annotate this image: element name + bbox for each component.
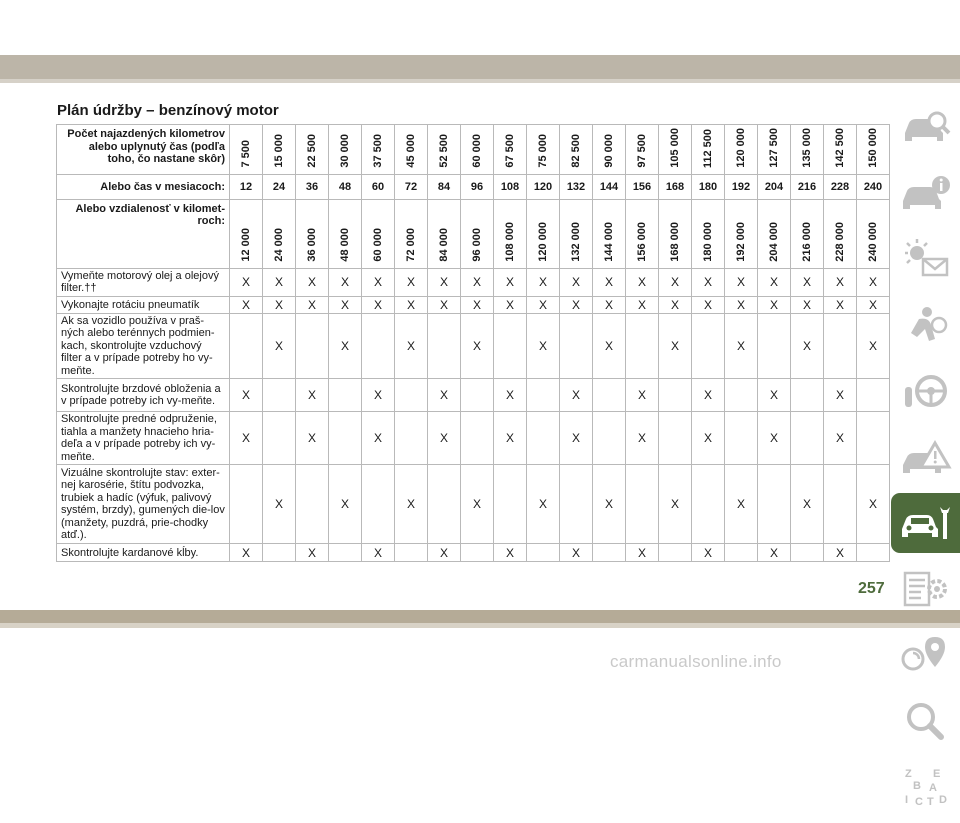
schedule-mark — [593, 379, 626, 412]
schedule-mark — [857, 412, 890, 465]
schedule-mark: X — [857, 296, 890, 313]
schedule-mark: X — [857, 268, 890, 296]
schedule-mark: X — [593, 465, 626, 544]
schedule-mark — [626, 465, 659, 544]
table-row — [57, 296, 890, 313]
schedule-mark: X — [428, 544, 461, 562]
schedule-mark: X — [626, 268, 659, 296]
schedule-mark — [791, 544, 824, 562]
km-value-cell — [527, 125, 560, 175]
distance-header-row — [57, 199, 890, 268]
schedule-mark — [527, 379, 560, 412]
distance-value: 204 000 — [768, 222, 780, 262]
distance-value: 132 000 — [570, 222, 582, 262]
schedule-mark — [395, 379, 428, 412]
car-magnifier-icon — [899, 105, 953, 149]
schedule-mark: X — [560, 268, 593, 296]
km-value: 67 500 — [504, 134, 516, 168]
schedule-mark — [263, 379, 296, 412]
schedule-mark — [296, 465, 329, 544]
schedule-mark: X — [527, 268, 560, 296]
month-value: 216 — [791, 174, 824, 199]
km-value: 90 000 — [603, 134, 615, 168]
schedule-mark — [659, 544, 692, 562]
distance-value: 12 000 — [240, 228, 252, 262]
distance-value: 240 000 — [867, 222, 879, 262]
month-value: 240 — [857, 174, 890, 199]
svg-text:D: D — [938, 794, 947, 806]
distance-value-cell — [725, 199, 758, 268]
tab-search[interactable] — [891, 691, 960, 751]
schedule-mark: X — [494, 268, 527, 296]
km-value: 45 000 — [405, 134, 417, 168]
task-label: Skontrolujte predné odpruženie, tiahla a manžety hnacieho hria-deľa a v prípade potreby ich vy-meňte. — [57, 412, 230, 465]
table-row — [57, 268, 890, 296]
table-row — [57, 313, 890, 379]
schedule-mark — [494, 313, 527, 379]
km-value: 15 000 — [273, 134, 285, 168]
schedule-mark: X — [296, 296, 329, 313]
schedule-mark: X — [824, 296, 857, 313]
schedule-mark — [329, 379, 362, 412]
month-value: 120 — [527, 174, 560, 199]
schedule-mark: X — [230, 268, 263, 296]
page-title: Plán údržby – benzínový motor — [57, 102, 279, 119]
tab-seat-airbag[interactable] — [891, 295, 960, 355]
km-value: 75 000 — [537, 134, 549, 168]
km-header-row — [57, 125, 890, 175]
distance-value-cell — [857, 199, 890, 268]
distance-value: 96 000 — [471, 228, 483, 262]
distance-value-cell — [230, 199, 263, 268]
schedule-mark: X — [461, 313, 494, 379]
schedule-mark: X — [263, 465, 296, 544]
schedule-mark — [758, 313, 791, 379]
schedule-mark — [461, 412, 494, 465]
km-value-cell — [362, 125, 395, 175]
schedule-mark: X — [593, 296, 626, 313]
km-value: 60 000 — [471, 134, 483, 168]
schedule-mark — [758, 465, 791, 544]
km-value: 112 500 — [702, 128, 714, 168]
schedule-mark: X — [824, 379, 857, 412]
schedule-mark: X — [824, 268, 857, 296]
km-value-cell — [758, 125, 791, 175]
distance-value: 24 000 — [273, 228, 285, 262]
task-label: Vymeňte motorový olej a olejový filter.†† — [57, 268, 230, 296]
schedule-mark — [263, 412, 296, 465]
schedule-mark: X — [824, 544, 857, 562]
distance-value: 48 000 — [339, 228, 351, 262]
distance-value: 216 000 — [801, 222, 813, 262]
schedule-mark — [329, 544, 362, 562]
km-value-cell — [659, 125, 692, 175]
schedule-mark: X — [758, 412, 791, 465]
distance-value: 156 000 — [636, 222, 648, 262]
schedule-mark: X — [329, 465, 362, 544]
car-info-icon — [899, 171, 953, 215]
months-row — [57, 174, 890, 199]
month-value: 24 — [263, 174, 296, 199]
schedule-mark — [791, 379, 824, 412]
month-value: 96 — [461, 174, 494, 199]
schedule-mark: X — [362, 268, 395, 296]
km-value-cell — [791, 125, 824, 175]
schedule-mark: X — [395, 296, 428, 313]
km-value-cell — [857, 125, 890, 175]
km-value-cell — [560, 125, 593, 175]
schedule-mark — [626, 313, 659, 379]
schedule-mark: X — [725, 313, 758, 379]
tab-car-info[interactable] — [891, 163, 960, 223]
task-label: Ak sa vozidlo používa v praš-ných alebo terénnych podmien-kach, skontrolujte vzduchový filter a v prípade potreby ho vy-meňte. — [57, 313, 230, 379]
schedule-mark — [857, 544, 890, 562]
schedule-mark: X — [362, 544, 395, 562]
schedule-mark: X — [593, 313, 626, 379]
maintenance-schedule-table — [56, 124, 890, 562]
km-value: 37 500 — [372, 134, 384, 168]
schedule-mark: X — [428, 268, 461, 296]
schedule-mark — [659, 412, 692, 465]
schedule-mark: X — [758, 296, 791, 313]
table-row — [57, 379, 890, 412]
month-value: 108 — [494, 174, 527, 199]
schedule-mark: X — [461, 268, 494, 296]
km-value: 52 500 — [438, 134, 450, 168]
distance-value-cell — [659, 199, 692, 268]
month-value: 192 — [725, 174, 758, 199]
schedule-mark — [461, 544, 494, 562]
schedule-mark: X — [758, 379, 791, 412]
month-value: 12 — [230, 174, 263, 199]
schedule-mark: X — [296, 268, 329, 296]
schedule-mark: X — [791, 296, 824, 313]
distance-value-cell — [296, 199, 329, 268]
schedule-mark — [527, 412, 560, 465]
km-value-cell — [692, 125, 725, 175]
schedule-mark — [329, 412, 362, 465]
distance-value: 144 000 — [603, 222, 615, 262]
car-breakdown-icon — [899, 435, 953, 479]
schedule-mark: X — [494, 379, 527, 412]
km-value: 30 000 — [339, 134, 351, 168]
schedule-mark: X — [296, 412, 329, 465]
tab-index[interactable] — [891, 757, 960, 817]
watermark: carmanualsonline.info — [610, 652, 782, 671]
month-value: 60 — [362, 174, 395, 199]
media-location-icon — [899, 633, 953, 677]
schedule-mark — [791, 412, 824, 465]
schedule-mark — [494, 465, 527, 544]
schedule-mark: X — [791, 268, 824, 296]
month-value: 228 — [824, 174, 857, 199]
schedule-mark: X — [362, 296, 395, 313]
task-label: Vykonajte rotáciu pneumatík — [57, 296, 230, 313]
table-row — [57, 412, 890, 465]
month-value: 168 — [659, 174, 692, 199]
distance-value: 192 000 — [735, 222, 747, 262]
tab-breakdown[interactable] — [891, 427, 960, 487]
month-value: 48 — [329, 174, 362, 199]
distance-value: 120 000 — [537, 222, 549, 262]
schedule-mark: X — [824, 412, 857, 465]
spec-list-gear-icon — [899, 567, 953, 611]
schedule-mark: X — [263, 268, 296, 296]
svg-text:C: C — [914, 796, 923, 808]
distance-value: 36 000 — [306, 228, 318, 262]
schedule-mark — [692, 465, 725, 544]
schedule-mark: X — [857, 465, 890, 544]
chapter-tabs — [891, 97, 960, 823]
tab-warning-lights[interactable] — [891, 229, 960, 289]
distance-value-cell — [362, 199, 395, 268]
distance-value-cell — [791, 199, 824, 268]
distance-value: 108 000 — [504, 222, 516, 262]
km-value-cell — [329, 125, 362, 175]
month-value: 72 — [395, 174, 428, 199]
schedule-mark — [428, 313, 461, 379]
table-row — [57, 465, 890, 544]
schedule-mark: X — [626, 544, 659, 562]
schedule-mark: X — [527, 296, 560, 313]
schedule-mark — [395, 412, 428, 465]
schedule-mark — [560, 313, 593, 379]
schedule-mark — [230, 313, 263, 379]
schedule-mark: X — [659, 296, 692, 313]
schedule-mark — [461, 379, 494, 412]
schedule-mark: X — [758, 544, 791, 562]
distance-value-cell — [428, 199, 461, 268]
schedule-mark: X — [494, 296, 527, 313]
schedule-mark: X — [659, 313, 692, 379]
month-value: 84 — [428, 174, 461, 199]
schedule-mark — [824, 465, 857, 544]
km-value: 120 000 — [735, 128, 747, 168]
schedule-mark: X — [428, 379, 461, 412]
km-value-cell — [461, 125, 494, 175]
schedule-mark: X — [725, 296, 758, 313]
schedule-mark: X — [692, 544, 725, 562]
tab-car-magnifier[interactable] — [891, 97, 960, 157]
schedule-mark — [527, 544, 560, 562]
distance-value-cell — [824, 199, 857, 268]
distance-value-cell — [527, 199, 560, 268]
schedule-mark — [857, 379, 890, 412]
tab-maintenance[interactable] — [891, 493, 960, 553]
distance-value-cell — [626, 199, 659, 268]
schedule-mark: X — [362, 412, 395, 465]
km-value: 135 000 — [801, 128, 813, 168]
schedule-mark — [593, 412, 626, 465]
schedule-mark: X — [296, 379, 329, 412]
schedule-mark: X — [263, 313, 296, 379]
search-icon — [899, 699, 953, 743]
schedule-mark: X — [494, 544, 527, 562]
schedule-mark: X — [329, 268, 362, 296]
distance-value: 84 000 — [438, 228, 450, 262]
schedule-mark: X — [395, 465, 428, 544]
schedule-mark: X — [296, 544, 329, 562]
schedule-mark: X — [692, 379, 725, 412]
schedule-mark: X — [395, 268, 428, 296]
schedule-mark — [560, 465, 593, 544]
svg-text:E: E — [932, 768, 940, 780]
schedule-mark: X — [494, 412, 527, 465]
table-row — [57, 544, 890, 562]
schedule-mark: X — [659, 268, 692, 296]
km-value-cell — [263, 125, 296, 175]
task-label: Skontrolujte brzdové obloženia a v prípade potreby ich vy-meňte. — [57, 379, 230, 412]
distance-value: 168 000 — [669, 222, 681, 262]
schedule-mark: X — [329, 296, 362, 313]
schedule-mark: X — [659, 465, 692, 544]
schedule-mark: X — [725, 465, 758, 544]
km-value-cell — [296, 125, 329, 175]
schedule-mark: X — [560, 544, 593, 562]
schedule-mark — [824, 313, 857, 379]
schedule-mark: X — [230, 379, 263, 412]
task-label: Vizuálne skontrolujte stav: exter-nej karosérie, štítu podvozka, trubiek a hadíc (výfuk, palivový systém, brzdy), gumených die-lov (manžety, puzdrá, prie-chodky atď.). — [57, 465, 230, 544]
month-value: 156 — [626, 174, 659, 199]
schedule-mark: X — [263, 296, 296, 313]
schedule-mark: X — [626, 296, 659, 313]
schedule-mark: X — [527, 313, 560, 379]
distance-header-label: Alebo vzdialenosť v kilomet-roch: — [57, 199, 230, 268]
distance-value-cell — [560, 199, 593, 268]
km-value: 22 500 — [306, 134, 318, 168]
schedule-mark: X — [692, 268, 725, 296]
km-value: 105 000 — [669, 128, 681, 168]
schedule-mark: X — [626, 379, 659, 412]
km-value-cell — [395, 125, 428, 175]
month-value: 132 — [560, 174, 593, 199]
schedule-mark: X — [527, 465, 560, 544]
top-band — [0, 55, 960, 79]
schedule-mark — [725, 544, 758, 562]
steering-wheel-icon — [899, 369, 953, 413]
km-header-label: Počet najazdených kilometrov alebo uplynutý čas (podľa toho, čo nastane skôr) — [57, 125, 230, 175]
km-value-cell — [626, 125, 659, 175]
top-band-shadow — [0, 79, 960, 83]
month-value: 180 — [692, 174, 725, 199]
km-value: 142 500 — [834, 128, 846, 168]
distance-value-cell — [329, 199, 362, 268]
schedule-mark — [428, 465, 461, 544]
km-value: 7 500 — [240, 140, 252, 168]
schedule-mark: X — [395, 313, 428, 379]
distance-value: 228 000 — [834, 222, 846, 262]
distance-value: 72 000 — [405, 228, 417, 262]
km-value-cell — [824, 125, 857, 175]
schedule-mark: X — [857, 313, 890, 379]
distance-value-cell — [758, 199, 791, 268]
month-value: 36 — [296, 174, 329, 199]
distance-value-cell — [395, 199, 428, 268]
schedule-mark — [692, 313, 725, 379]
schedule-mark: X — [428, 412, 461, 465]
schedule-mark: X — [362, 379, 395, 412]
schedule-mark: X — [593, 268, 626, 296]
bottom-band — [0, 610, 960, 623]
distance-value-cell — [692, 199, 725, 268]
distance-value-cell — [593, 199, 626, 268]
schedule-mark: X — [560, 296, 593, 313]
tab-steering-wheel[interactable] — [891, 361, 960, 421]
schedule-mark — [263, 544, 296, 562]
bottom-band-shadow — [0, 623, 960, 628]
schedule-mark — [362, 313, 395, 379]
schedule-mark: X — [428, 296, 461, 313]
km-value-cell — [230, 125, 263, 175]
km-value-cell — [494, 125, 527, 175]
schedule-mark — [659, 379, 692, 412]
schedule-mark: X — [461, 296, 494, 313]
distance-value-cell — [461, 199, 494, 268]
months-header-label: Alebo čas v mesiacoch: — [57, 174, 230, 199]
task-label: Skontrolujte kardanové kĺby. — [57, 544, 230, 562]
schedule-mark: X — [230, 412, 263, 465]
car-wrench-icon — [899, 501, 953, 545]
km-value: 127 500 — [768, 128, 780, 168]
warning-light-message-icon — [899, 237, 953, 281]
km-value-cell — [593, 125, 626, 175]
month-value: 144 — [593, 174, 626, 199]
svg-text:I: I — [904, 794, 908, 806]
distance-value-cell — [263, 199, 296, 268]
distance-value: 180 000 — [702, 222, 714, 262]
schedule-mark — [395, 544, 428, 562]
schedule-mark: X — [560, 412, 593, 465]
schedule-mark: X — [461, 465, 494, 544]
schedule-mark: X — [791, 465, 824, 544]
tab-media[interactable] — [891, 625, 960, 685]
schedule-mark: X — [560, 379, 593, 412]
seat-airbag-icon — [899, 303, 953, 347]
page-number: 257 — [858, 580, 885, 597]
schedule-mark: X — [791, 313, 824, 379]
schedule-mark — [296, 313, 329, 379]
km-value: 150 000 — [867, 128, 879, 168]
schedule-mark: X — [230, 296, 263, 313]
svg-text:A: A — [928, 782, 937, 794]
month-value: 204 — [758, 174, 791, 199]
schedule-mark: X — [692, 412, 725, 465]
schedule-mark — [593, 544, 626, 562]
schedule-mark — [725, 412, 758, 465]
svg-text:B: B — [912, 780, 921, 792]
schedule-mark: X — [692, 296, 725, 313]
km-value-cell — [428, 125, 461, 175]
km-value: 82 500 — [570, 134, 582, 168]
schedule-mark — [230, 465, 263, 544]
distance-value-cell — [494, 199, 527, 268]
schedule-mark — [362, 465, 395, 544]
schedule-mark: X — [725, 268, 758, 296]
svg-text:T: T — [926, 796, 934, 808]
schedule-mark: X — [329, 313, 362, 379]
distance-value: 60 000 — [372, 228, 384, 262]
schedule-mark: X — [230, 544, 263, 562]
alphabet-index-icon — [899, 765, 953, 809]
schedule-mark: X — [626, 412, 659, 465]
km-value-cell — [725, 125, 758, 175]
schedule-mark — [725, 379, 758, 412]
km-value: 97 500 — [636, 134, 648, 168]
svg-text:Z: Z — [904, 768, 912, 780]
schedule-mark: X — [758, 268, 791, 296]
